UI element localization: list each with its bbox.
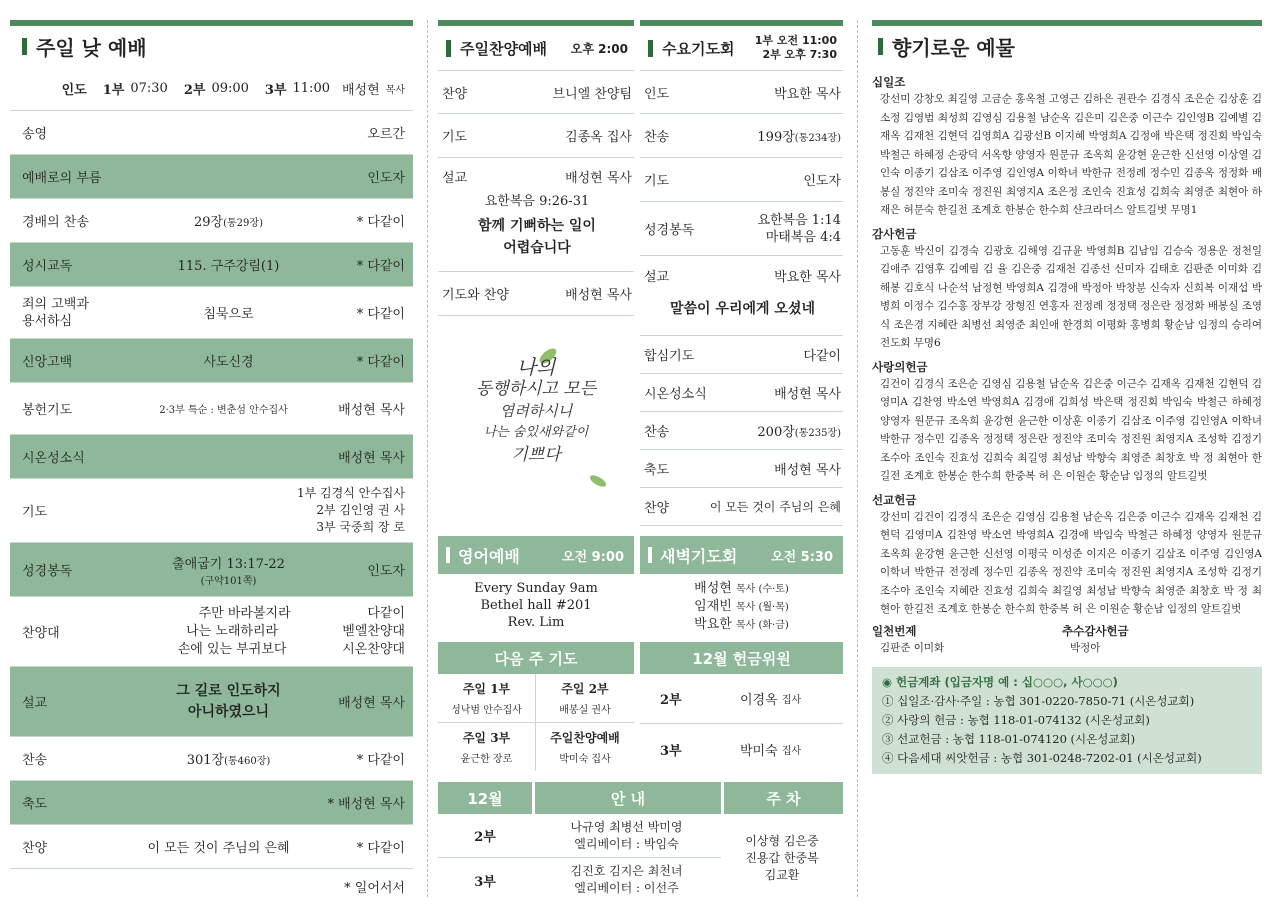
dawn-prayer: 새벽기도회 오전 5:30 배성현 목사 (수·토) 임재빈 목사 (월·목) 박요한 목사 (화·금)	[640, 536, 843, 634]
thanks-names: 고동훈 박신이 김경숙 김광호 김해영 김규윤 박영희B 김남임 김승숙 정용운 정천일 김애주 김영후 김예림 김 율 김은중 김재천 김종선 신미자 김태호 김판준 이미화 김해봉 김호식 나순석 남정현 박영희A 김경애 박정아 박창분 신숙자 신희복 이재섭 박병희 이정수 김수홍 장부강 장형진 연홍자 전정례 정정택 정은란 정정화 배봉실 조영식 조은경 지혜란 최병선 최영준 최인애 한경희 이평화 홍병희 황순남 임정의 승리여전도회 무명6	[880, 244, 1262, 349]
sunday-service-title: 주일 낮 예배	[10, 26, 413, 66]
order-row: 봉헌기도 2·3부 특순 : 변춘섬 안수집사 배성현 목사	[10, 383, 413, 435]
offerings-column: 향기로운 예물 십일조 강선미 강창오 최길영 고금순 홍옥철 고영근 김하은 권관수 김경식 조은순 김상훈 김소정 김영범 최성희 김영심 김용철 남순옥 김은미 김은중 이근수 김인영B 김예별 김재옥 김재천 김현덕 김영희A 김광선B 이지혜 박영희A 김정애 박은택 정진회 박임숙 박철근 하혜정 손광덕 서옥향 양영자 원문규 조옥희 윤강현 윤근한 신선영 이상열 김인숙 이종기 김삼조 이주영 김인영A 이학녀 박한규 전정례 정수민 김종옥 정정화 배봉실 정진약 조미숙 정진원 최영지A 조은정 조인숙 진효성 김희숙 최영준 최현아 하재은 허문숙 한길전 조계호 한봉순 한수희 샨크라더스 알트길벗 무명1 감사헌금 고동훈 박신이 김경숙 김광호 김해영 김규윤 박영희B 김남임 김승숙 정용운 정천일 김애주 김영후 김예림 김 율 김은중 김재천 김종선 신미자 김태호 김판준 이미화 김해봉 김호식 나순석 남정현 박영희A 김경애 박정아 박창분 신숙자 신희복 이재섭 박병희 이정수 김수홍 장부강 장형진 연홍자 전정례 정정택 정은란 정정화 배봉실 조영식 조은경 지혜란 최병선 최영준 최인애 한경희 이평화 홍병희 황순남 임정의 승리여전도회 무명6 사랑의헌금 김건이 김경식 조은순 김영심 김용철 남순옥 김은중 이근수 김재옥 김재천 김현덕 김영미A 김찬영 박소연 박영희A 김경애 김희성 박은택 정진회 박임숙 박철근 하혜정 양영자 원문규 조옥희 윤강현 윤근한 이상훈 이종기 김삼조 이주영 김인영A 이학녀 박한규 정수민 김종옥 정정택 정은란 정진약 조미숙 정진원 최영지A 조성학 김정기 조수아 조인숙 진효성 김희숙 최길영 최성남 박향숙 최영준 최창호 박 정 최현아 한길전 조계호 한봉순 한수희 한중복 허 은 이원순 황순남 임정의 알트길벗 선교헌금 강선미 김건이 김경식 조은순 김영심 김용철 남순옥 김은중 이근수 김재옥 김재천 김현덕 김영미A 김찬영 박소연 박영희A 김경애 박임숙 박철근 하혜정 양영자 원문규 조옥희 윤강현 윤근한 신선영 이평국 이성준 이지은 이종기 김삼조 이주영 김인영A 이학녀 박한규 전정례 정수민 김종옥 정진약 조미숙 정진원 최영지A 조성학 김정기 조수아 조인숙 지혜란 진효성 김희숙 최길영 최성남 박향숙 최영준 최창호 박 정 최현아 한길전 조계호 한봉순 한수희 한중복 허 은 이원순 황순남 임정의 알트길벗 일천번제 김판준 이미화 추수감사헌금 박정아 ◉ 헌금계좌 (입금자명 예 : 십○○○, 사○○○) ① 십일조·감사·주일 : 농협 301-0220-7850-71 (시온성교회) ② 사랑의 헌금 : 농협 118-01-074132 (시온성교회) ③ 선교헌금 : 농협 118-01-074120 (시온성교회) ④ 다음세대 씨앗헌금 : 농협 301-0248-7202-01 (시온성교회)	[872, 0, 1262, 905]
choir-row: 찬양대 주만 바라볼지라 다같이 나는 노래하리라 벧엘찬양대 손에 있는 부귀보다 시온찬양대	[10, 597, 413, 667]
love-names: 김건이 김경식 조은순 김영심 김용철 남순옥 김은중 이근수 김재옥 김재천 김현덕 김영미A 김찬영 박소연 박영희A 김경애 김희성 박은택 정진회 박임숙 박철근 하혜정 양영자 원문규 조옥희 윤강현 윤근한 이상훈 이종기 김삼조 이주영 김인영A 이학녀 박한규 정수민 김종옥 정정택 정은란 정진약 조미숙 정진원 최영지A 조성학 김정기 조수아 조인숙 진효성 김희숙 최길영 최성남 박향숙 최영준 최창호 박 정 최현아 한길전 조계호 한봉순 한수희 한중복 허 은 이원순 황순남 임정의 알트길벗	[880, 377, 1262, 482]
title-marker-icon	[446, 547, 450, 563]
english-service: 영어예배 오전 9:00 Every Sunday 9am Bethel hall #201 Rev. Lim	[438, 536, 634, 634]
offering-accounts: ◉ 헌금계좌 (입금자명 예 : 십○○○, 사○○○) ① 십일조·감사·주일 : 농협 301-0220-7850-71 (시온성교회) ② 사랑의 헌금 : 농협 118-01-074132 (시온성교회) ③ 선교헌금 : 농협 118-01-074120 (시온성교회) ④ 다음세대 씨앗헌금 : 농협 301-0248-7202-01 (시온성교회)	[872, 667, 1262, 774]
title-marker-icon	[22, 38, 27, 55]
order-row: 예배로의 부름 인도자	[10, 155, 413, 199]
title-marker-icon	[446, 40, 451, 57]
tithe-names: 강선미 강창오 최길영 고금순 홍옥철 고영근 김하은 권관수 김경식 조은순 김상훈 김소정 김영범 최성희 김영심 김용철 남순옥 김은미 김은중 이근수 김인영B 김예별 김재옥 김재천 김현덕 김영희A 김광선B 이지혜 박영희A 김정애 박은택 정진회 박임숙 박철근 하혜정 손광덕 서옥향 양영자 원문규 조옥희 윤강현 윤근한 신선영 이상열 김인숙 이종기 김삼조 이주영 김인영A 이학녀 박한규 전정례 정수민 김종옥 정정화 배봉실 정진약 조미숙 정진원 최영지A 조은정 조인숙 진효성 김희숙 최영준 최현아 하재은 허문숙 한길전 조계호 한봉순 한수희 샨크라더스 알트길벗 무명1	[880, 93, 1262, 216]
sunday-praise-service: 주일찬양예배 오후 2:00 찬양 브니엘 찬양팀 기도 김종옥 집사 설교 배성현 목사 요한복음 9:26-31 함께 기뻐하는 일이 어렵습니다 기도와 찬양 배성현 목사 나의 동행하시고 모든 염려하시니 나는 숨있새와같이 기쁘다	[438, 20, 634, 526]
blessing-row: 축도 * 배성현 목사	[10, 781, 413, 825]
calligraphy-artwork: 나의 동행하시고 모든 염려하시니 나는 숨있새와같이 기쁘다	[438, 316, 634, 512]
title-marker-icon	[648, 40, 653, 57]
order-row: 죄의 고백과 용서하심 침묵으로 * 다같이	[10, 287, 413, 339]
guide-table: 12월 안 내 주 차 2부 나규영 최병선 박미영 엘리베이터 : 박임숙 3부 김진호 김지은 최천녀 엘리베이터 : 이선주 이상형 김은중 진용갑 한중복 김교환	[438, 782, 843, 902]
order-row: 송영 오르간	[10, 111, 413, 155]
offerings-title: 향기로운 예물	[872, 26, 1262, 66]
middle-column	[438, 0, 843, 905]
next-week-prayer: 다음 주 기도 주일 1부 성낙범 안수집사 주일 2부 배봉실 권사 주일 3부 윤근한 장로 주일찬양예배 박미숙 집사	[438, 642, 634, 774]
praise-row: 찬양 이 모든 것이 주님의 은혜 * 다같이	[10, 825, 413, 869]
december-offering-committee: 12월 헌금위원 2부 이경옥 집사 3부 박미숙 집사	[640, 642, 843, 774]
order-row: 성시교독 115. 구주강림(1) * 다같이	[10, 243, 413, 287]
order-of-worship	[10, 110, 413, 896]
parking-names: 이상형 김은중 진용갑 한중복 김교환	[745, 833, 819, 882]
title-marker-icon	[878, 38, 883, 55]
leaf-icon	[578, 466, 618, 496]
title-marker-icon	[648, 547, 652, 563]
sunday-service-column	[10, 0, 413, 905]
reading-row: 성경봉독 출애굽기 13:17-22 (구약101쪽) 인도자	[10, 543, 413, 597]
wednesday-prayer-meeting: 수요기도회 1부 오전 11:00 2부 오후 7:30 인도 박요한 목사 찬송 199장(통234장) 기도 인도자 성경봉독 요한복음 1:14 마태복음 4:4 설교 박요한 목사 말씀이 우리에게 오셨네 합심기도 다같이 시온성소식 배성현 목사 찬송 200장(통235장) 축도 배성현 목사 찬양 이 모든 것이 주님의 은혜	[640, 20, 843, 526]
order-row: 신앙고백 사도신경 * 다같이	[10, 339, 413, 383]
service-times: 인도 1부 07:30 2부 09:00 3부 11:00 배성현 목사	[61, 80, 405, 98]
sermon-row: 설교 그 길로 인도하지 아니하였으니 배성현 목사	[10, 667, 413, 737]
prayer-row: 기도 1부 김경식 안수집사 2부 김인영 권 사 3부 국중희 장 로	[10, 479, 413, 543]
hymn-row: 찬송 301장(통460장) * 다같이	[10, 737, 413, 781]
standing-note: * 일어서서	[344, 881, 405, 896]
order-row: 시온성소식 배성현 목사	[10, 435, 413, 479]
order-row: 경배의 찬송 29장(통29장) * 다같이	[10, 199, 413, 243]
mission-names: 강선미 김건이 김경식 조은순 김영심 김용철 남순옥 김은중 이근수 김재옥 김재천 김현덕 김영미A 김찬영 박소연 박영희A 김경애 박임숙 박철근 하혜정 양영자 원문규 조옥희 윤강현 윤근한 신선영 이평국 이성준 이지은 이종기 김삼조 이주영 김인영A 이학녀 박한규 전정례 정수민 김종옥 정진약 조미숙 정진원 최영지A 조성학 김정기 조수아 조인숙 지혜란 진효성 김희숙 최길영 최성남 박향숙 최영준 최창호 박 정 최현아 한길전 조계호 한봉순 한수희 한중복 허 은 이원순 황순남 임정의 알트길벗	[880, 510, 1262, 615]
sermon-block: 설교 배성현 목사 요한복음 9:26-31 함께 기뻐하는 일이 어렵습니다	[438, 158, 634, 272]
